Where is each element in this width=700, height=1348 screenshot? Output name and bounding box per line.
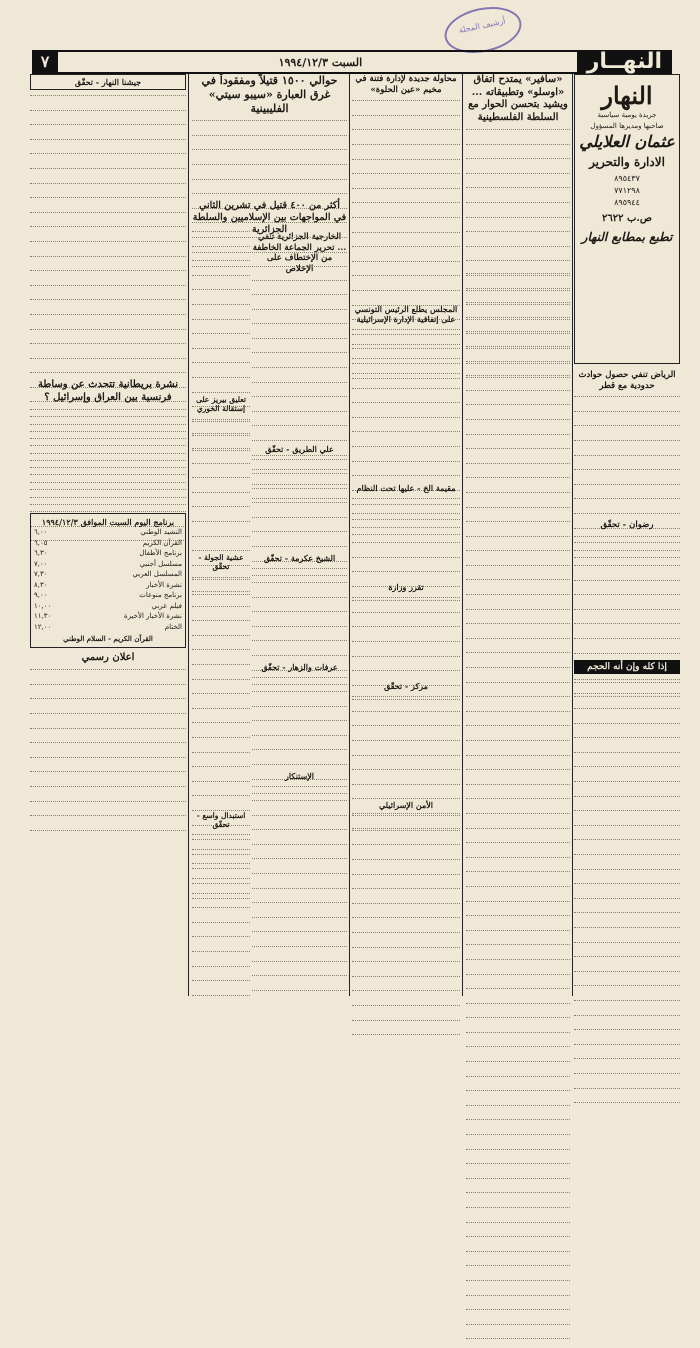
- tv-program-time: ٦,٠٥: [34, 538, 48, 547]
- article-body: [352, 815, 460, 975]
- article-body: [466, 273, 570, 993]
- masthead-bar: [32, 50, 672, 74]
- ad-phone: ٨٩٥٤٣٧: [614, 174, 640, 183]
- tv-program-name: الختام: [164, 622, 182, 631]
- column-divider: [462, 74, 463, 996]
- tv-program-name: مسلسل أجنبي: [139, 559, 182, 568]
- article-body: [352, 100, 460, 300]
- tv-program-row: [34, 611, 182, 622]
- column-4-headline2: [192, 200, 347, 236]
- notice-title: اعلان رسمي: [81, 651, 135, 663]
- archive-stamp: أرشيف المجلة: [440, 0, 525, 59]
- article-title: مقيمة الخ - عليها تحت النظام: [356, 483, 456, 494]
- tv-program-row: [34, 527, 182, 538]
- article-body: [352, 696, 460, 796]
- tv-program-time: ٩,٠٠: [34, 591, 48, 599]
- header-box: جيشنا النهار - تحقّق: [30, 74, 186, 90]
- column-divider: [572, 74, 573, 996]
- highlight-banner: إذا كله وإن أنه الحجم: [574, 660, 680, 674]
- tv-program-closing: القرآن الكريم - السلام الوطني: [63, 634, 153, 643]
- article-body: [252, 786, 347, 936]
- column-2: [352, 74, 460, 975]
- article-body: [352, 329, 460, 479]
- ad-phone: ٨٩٥٩٤٤: [614, 198, 640, 207]
- tv-program-row: [34, 590, 182, 601]
- article-title: الإستنكار: [284, 770, 315, 781]
- article-title: تقرر وزارة: [388, 582, 424, 593]
- tv-program-time: ١٠,٠٠: [34, 601, 52, 610]
- article-body: [192, 577, 250, 807]
- masthead-title: النهــار: [577, 52, 672, 72]
- tv-program-name: القرآن الكريم: [142, 538, 182, 547]
- article-body: [30, 409, 186, 509]
- tv-program-row: [34, 569, 182, 580]
- article-title: الأمن الإسرائيلي: [378, 800, 434, 811]
- article-body: [192, 834, 250, 954]
- article-body: [30, 95, 186, 375]
- headline: «سافير» يمتدح اتفاق «اوسلو» وتطبيقاته ... ويشيد بتحسن الحوار مع السلطة الفلسطينية: [468, 74, 568, 123]
- column-4-lower: [192, 226, 250, 954]
- tv-program-name: برنامج منوعات: [139, 591, 182, 599]
- article-title: علي الطريق - تحقّق: [265, 443, 334, 454]
- tv-program-name: المسلسل العربي: [132, 570, 182, 578]
- tv-program-name: نشرة الأخبار: [146, 580, 182, 589]
- ad-phone: ٧٧١٢٩٨: [614, 186, 640, 195]
- ad-management: الادارة والتحرير: [589, 155, 665, 169]
- tv-program-row: [34, 580, 182, 591]
- column-divider: [349, 74, 350, 996]
- article-title: رضوان - تحقّق: [600, 520, 654, 531]
- article-body: [252, 677, 347, 767]
- headline: حوالي ١٥٠٠ قتيلاً ومفقوداً في غرق العبارة «سيبو سيتي» الفليبينية: [201, 74, 338, 115]
- article-body: [30, 669, 186, 789]
- ad-slogan: تطبع بمطابع النهار: [581, 230, 673, 244]
- article-body: [574, 536, 680, 656]
- article-title: مرکز - تحقّق: [384, 681, 428, 692]
- article-body: [574, 679, 680, 979]
- article-body: [352, 597, 460, 677]
- tv-program-time: ٨,٣٠: [34, 580, 48, 589]
- tv-program-time: ٧,٣٠: [34, 570, 48, 578]
- tv-program-name: فيلم عربي: [151, 601, 182, 610]
- article-body: [574, 396, 680, 516]
- page-number: ٧: [32, 52, 58, 72]
- article-body: [252, 568, 347, 658]
- tv-program-row: [34, 538, 182, 549]
- article-title: عشية الجولة - تحقّق: [198, 552, 244, 572]
- tv-program-title: برنامج اليوم السبت الموافق ١٩٩٤/١٢/٣: [41, 517, 175, 527]
- tv-program-time: ٦,٠٠: [34, 528, 48, 536]
- article-title: استبدال واسع - تحقّق: [196, 810, 246, 829]
- headline: أكثر من ٤٠٠ قتيل في تشرين الثاني في المواجهات بين الإسلاميين والسلطة الجزائرية: [192, 200, 347, 235]
- article-body: [192, 231, 250, 391]
- ad-phones: [575, 173, 679, 209]
- article-title: تعليق بيريز على إستقالة الخوري: [196, 395, 246, 414]
- column-3: [252, 232, 347, 936]
- column-divider: [188, 74, 189, 996]
- tv-program-row: [34, 622, 182, 633]
- column-5: [30, 74, 186, 789]
- tv-program-time: ١١,٣٠: [34, 612, 52, 620]
- article-body: [252, 459, 347, 549]
- article-title: الشيخ عكرمة - تحقّق: [263, 552, 336, 563]
- article-title: عرفات والزهار - تحقّق: [261, 661, 338, 672]
- ad-name: النهار: [601, 81, 653, 110]
- article-title: الرياض تنفي حصول حوادث حدودية مع قطر: [578, 370, 676, 391]
- article-title: المجلس يطلع الرئيس التونسي على إتفاقية الإدارة الإسرائيلية: [354, 304, 458, 325]
- article-body: [252, 280, 347, 440]
- headline: محاولة جديدة لإدارة فتنة في مخيم «عين الحلوة»: [355, 74, 457, 95]
- tv-program-name: نشرة الأخبار الأخيرة: [124, 612, 182, 620]
- tv-program-row: [34, 548, 182, 559]
- tv-program-time: ٦,٣٠: [34, 549, 48, 557]
- column-1-body: [466, 268, 570, 993]
- headline: الخارجية الجزائرية تنفي ... تحرير الجماعة الخاطفة من الإختطاف على الإخلاص: [252, 232, 347, 274]
- ad-pobox: ص.ب ٢٦٢٢: [602, 213, 652, 224]
- column-1-lower: [574, 370, 680, 979]
- article-body: [352, 498, 460, 578]
- ad-subtitle: جريدة يومية سياسية: [597, 111, 657, 119]
- tv-program-box: [30, 513, 186, 648]
- newspaper-ad-box: [574, 74, 680, 364]
- tv-program-list: [34, 527, 182, 632]
- tv-program-time: ٧,٠٠: [34, 559, 48, 568]
- ad-owner-line: صاحبها ومديرها المسؤول: [590, 122, 664, 130]
- tv-program-row: [34, 559, 182, 570]
- headline: نشرة بريطانية تتحدث عن وساطة فرنسية بين العراق وإسرائيل ؟: [38, 379, 178, 403]
- issue-date: السبت ١٩٩٤/١٢/٣: [278, 55, 363, 69]
- tv-program-time: ١٢,٠٠: [34, 622, 52, 631]
- tv-program-name: النشيد الوطني: [140, 528, 182, 536]
- tv-program-row: [34, 601, 182, 612]
- article-body: [192, 419, 250, 549]
- ad-owner-name: عثمان العلايلي: [579, 132, 675, 151]
- tv-program-name: برنامج الأطفال: [139, 549, 182, 557]
